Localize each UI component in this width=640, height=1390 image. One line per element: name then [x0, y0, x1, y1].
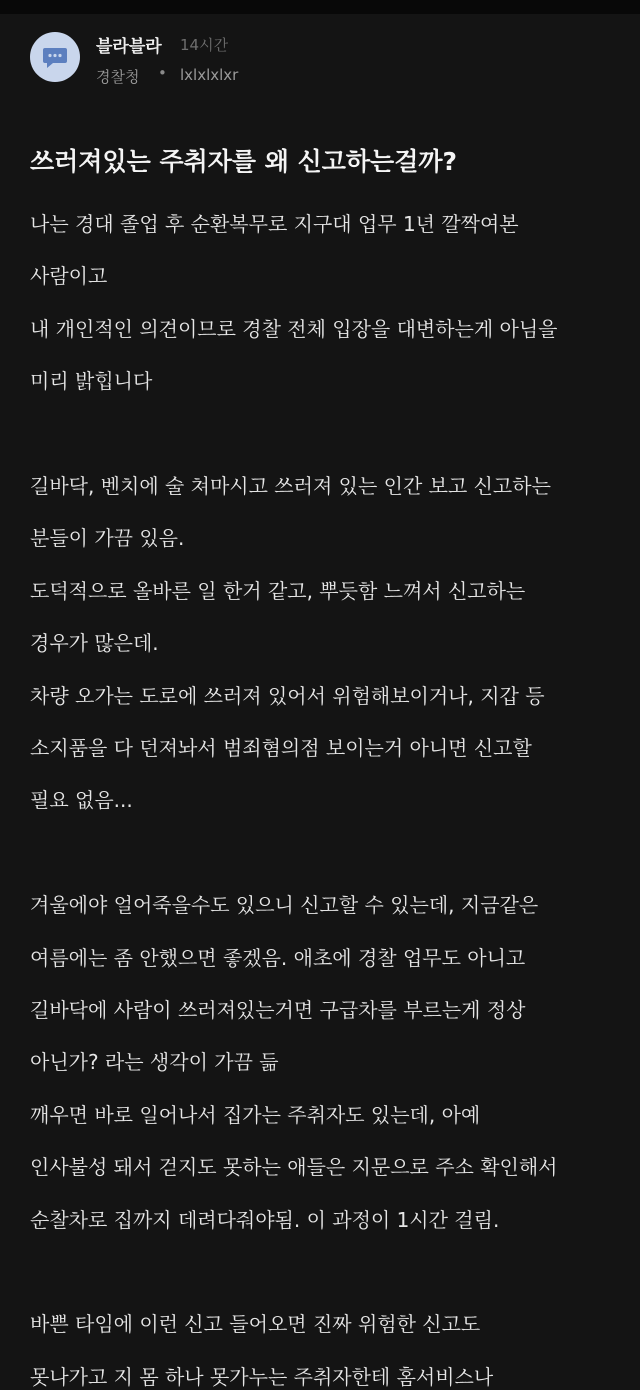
author-handle: lxlxlxlxr — [180, 66, 239, 84]
body-line: 필요 없음... — [30, 788, 133, 812]
body-line: 소지품을 다 던져놔서 범죄혐의점 보이는거 아니면 신고할 — [30, 736, 532, 760]
body-line: 바쁜 타임에 이런 신고 들어오면 진짜 위험한 신고도 — [30, 1312, 481, 1336]
author-organization[interactable]: 경찰청 — [96, 68, 140, 86]
body-line: 내 개인적인 의견이므로 경찰 전체 입장을 대변하는게 아님을 — [30, 317, 558, 341]
body-line: 인사불성 돼서 걷지도 못하는 애들은 지문으로 주소 확인해서 — [30, 1155, 558, 1179]
chat-bubble-icon — [42, 44, 68, 70]
body-line: 미리 밝힙니다 — [30, 369, 153, 393]
status-bar — [0, 0, 640, 14]
post-title: 쓰러져있는 주취자를 왜 신고하는걸까? — [30, 147, 458, 176]
body-line: 나는 경대 졸업 후 순환복무로 지구대 업무 1년 깔짝여본 — [30, 212, 519, 236]
avatar[interactable] — [30, 32, 80, 82]
meta-separator: • — [158, 64, 167, 82]
body-line: 분들이 가끔 있음. — [30, 526, 185, 550]
body-line: 도덕적으로 올바른 일 한거 같고, 뿌듯함 느껴서 신고하는 — [30, 579, 526, 603]
body-line: 길바닥, 벤치에 술 쳐마시고 쓰러져 있는 인간 보고 신고하는 — [30, 474, 551, 498]
body-line: 경우가 많은데. — [30, 631, 159, 655]
body-line: 여름에는 좀 안했으면 좋겠음. 애초에 경찰 업무도 아니고 — [30, 946, 526, 970]
body-line: 겨울에야 얼어죽을수도 있으니 신고할 수 있는데, 지금같은 — [30, 893, 539, 917]
body-line: 깨우면 바로 일어나서 집가는 주취자도 있는데, 아예 — [30, 1103, 481, 1127]
post-time: 14시간 — [180, 36, 229, 54]
body-line: 길바닥에 사람이 쓰러져있는거면 구급차를 부르는게 정상 — [30, 998, 526, 1022]
body-line: 아닌가? 라는 생각이 가끔 듦 — [30, 1050, 279, 1074]
body-line: 순찰차로 집까지 데려다줘야됨. 이 과정이 1시간 걸림. — [30, 1208, 500, 1232]
post-header — [30, 30, 610, 90]
author-name[interactable]: 블라블라 — [96, 37, 162, 57]
body-line: 차량 오가는 도로에 쓰러져 있어서 위험해보이거나, 지갑 등 — [30, 684, 545, 708]
body-line: 못나가고 지 몸 하나 못가누는 주취자한테 홈서비스나 — [30, 1365, 494, 1389]
body-line: 사람이고 — [30, 264, 108, 288]
